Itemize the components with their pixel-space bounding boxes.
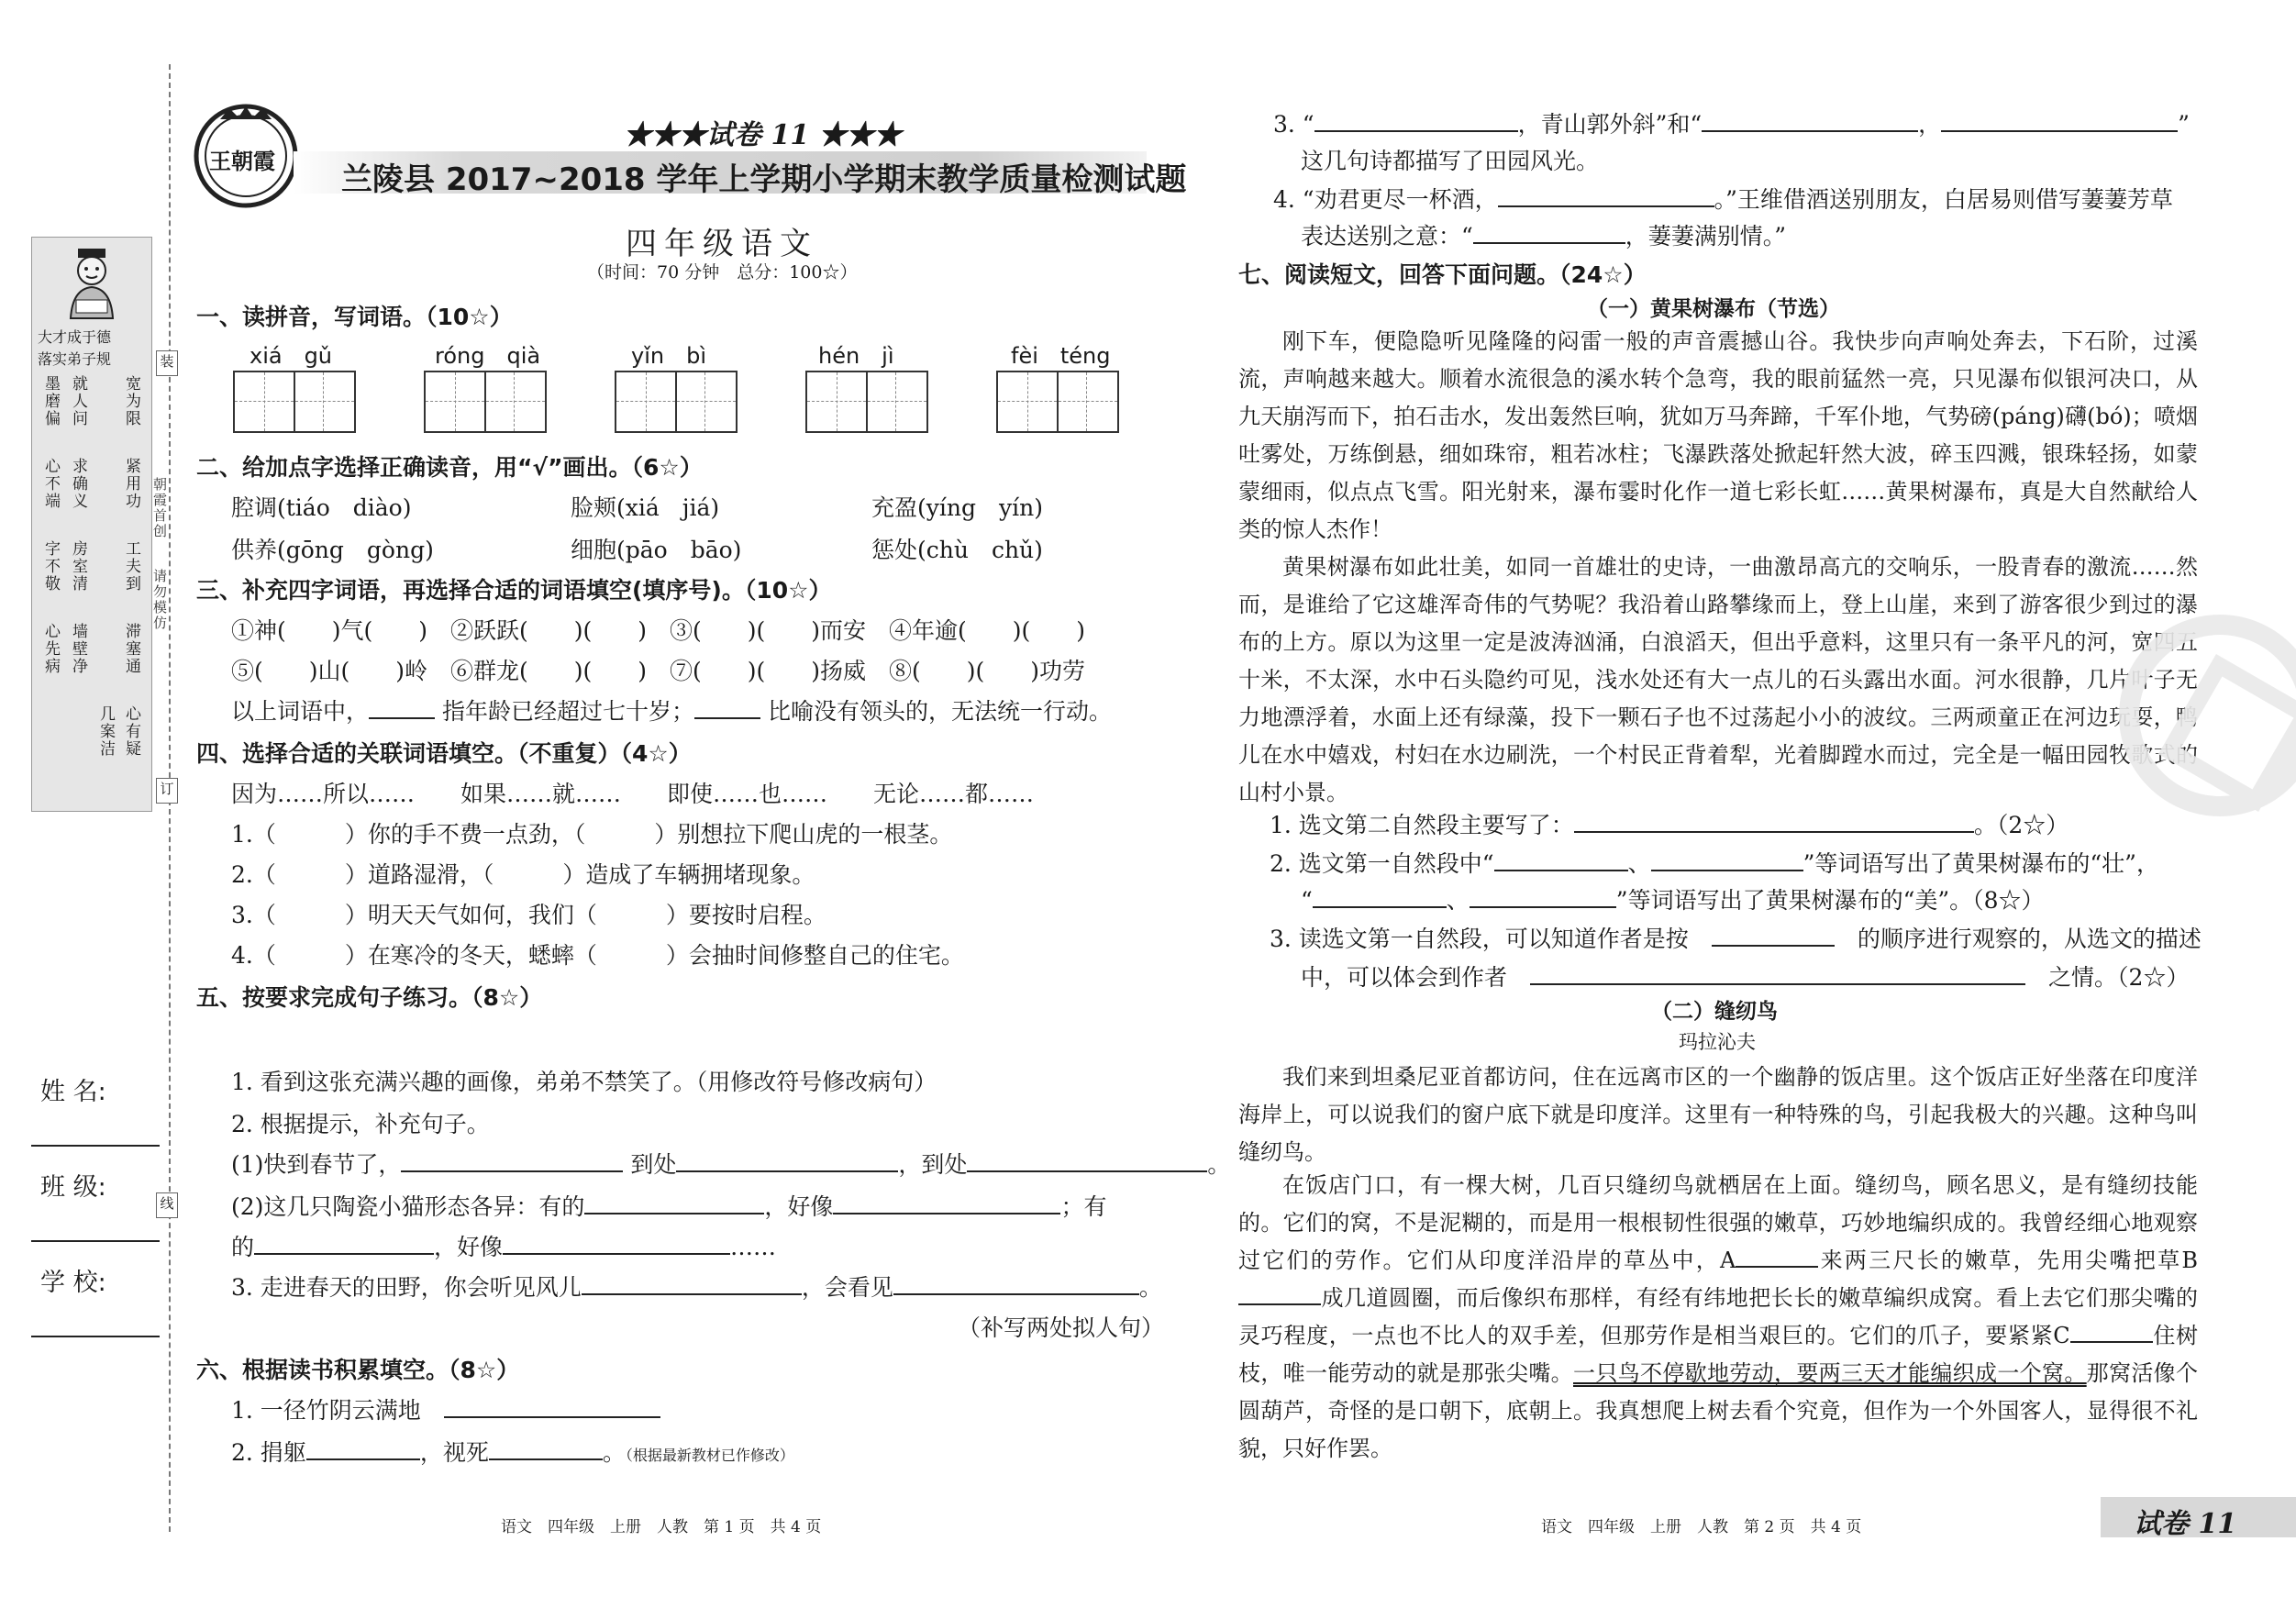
verse-col-a1: 墨磨偏 [41,375,60,427]
q3-blank-2[interactable] [694,693,760,719]
q5-item-2a [231,1147,1230,1180]
brand-logo-text: 王朝霞 [209,148,275,174]
q7-p1-question-3 [1270,921,2202,954]
fold-mark-3: 线 [156,1192,178,1218]
q7-passage-1-para-1: 刚下车，便隐隐听见隆隆的闷雷一般的声音震撼山谷。我快步向声响处奔去，下石阶，过溪流，声响越来越大。顺着水流很急的溪水转个急弯，我的眼前猛然一亮，只见瀑布似银河决口，从九天崩泻而下，拍石击水，发出轰然巨响，犹如万马奔蹄，千军仆地，气势磅(páng)礴(bó)；喷烟吐雾处，万练倒悬，细如珠帘，粗若冰柱；飞瀑跌落处掀起轩然大波，碎玉四溅，银珠轻扬，如蒙蒙细雨，似点点飞雪。阳光射来，瀑布霎时化作一道七彩长虹……黄果树瀑布，真是大自然献给人类的惊人杰作！ [1238,328,2198,542]
q1-writing-grid-1[interactable] [233,371,356,433]
q3-line-1[interactable]: ①神( )气( ) ②跃跃( )( ) ③( )( )而安 ④年逾( )( ) [231,617,1086,644]
motto-line-2: 落实弟子规 [38,350,112,368]
q2-item-5[interactable]: 细胞(pāo bāo) [571,537,742,563]
q6-blank-1[interactable] [444,1392,660,1418]
q7-blank-7[interactable] [1530,959,2025,985]
q7-p1-question-3-line-2 [1301,959,2189,993]
verse-col-e4: 心有疑 [122,705,140,758]
q5-item-2a-text-1: (1)快到春节了， [231,1151,402,1178]
name-field[interactable] [31,1145,160,1147]
q5-item-2a-text-3: ，到处 [898,1151,968,1178]
q7-title: 七、阅读短文，回答下面问题。（24☆） [1238,261,1647,288]
q6-blank-5[interactable] [1702,106,1918,132]
q3-blank-1[interactable] [369,693,435,719]
q4-item-2[interactable]: 2.（ ）道路湿滑，（ ）造成了车辆拥堵现象。 [231,861,815,888]
q5-blank-4[interactable] [584,1189,764,1214]
q6-item-1-text: 1. 一径竹阴云满地 [231,1397,421,1424]
q5-item-2b-text-2: ，好像 [764,1193,834,1220]
q6-blank-3[interactable] [489,1435,603,1460]
verse-col-c1: 字不敬 [41,540,60,593]
q3-line-3 [231,693,1112,726]
q6-item-4-line-2 [1301,218,1786,251]
q6-item-2 [231,1435,794,1468]
q6-item-4-line-2a: 表达送别之意：“ [1301,223,1473,250]
q5-item-2c [231,1229,776,1262]
q2-item-3[interactable]: 充盈(yíng yín) [871,494,1043,521]
q1-pinyin-1: xiá gǔ [250,343,333,369]
q5-item-3-text-2: ，会看见 [801,1274,893,1301]
q7-p1-question-2-text-5: 、 [1446,887,1470,914]
q1-title: 一、读拼音，写词语。（10☆） [196,304,513,330]
verse-col-c4: 工夫到 [122,540,140,593]
q7-passage-2-para-2-text-4: 住树枝，唯一能劳动的就是那张尖嘴。 [1238,1323,2198,1386]
q6-item-4-line-2b: ，萋萋满别情。” [1625,223,1787,250]
q6-blank-8[interactable] [1473,218,1625,244]
q3-line-3a: 以上词语中， [231,698,370,725]
q1-writing-grid-2[interactable] [424,371,547,433]
exam-title: 兰陵县 2017~2018 学年上学期小学期末教学质量检测试题 [341,161,1187,198]
q5-blank-7[interactable] [503,1229,730,1255]
footer-badge [2101,1497,2296,1540]
verse-col-b4: 紧用功 [122,458,140,510]
series-label: ★★★试卷 11 ★★★ [624,119,902,151]
q7-p1-question-3-text-3: 中，可以体会到作者 [1301,964,1508,991]
q7-passage-2-para-2-text-3: 成几道圆圈，而后像织布那样，有经有纬地把长长的嫩草编织成窝。看上去它们那尖嘴的灵巧程度，一点也不比人的双手差，但那劳作是相当艰巨的。它们的爪子，要紧紧C [1238,1285,2198,1348]
fold-mark-1: 装 [156,350,178,376]
sidebar-motto-panel [31,237,152,812]
verse-col-e2: 几案洁 [96,705,115,758]
q5-item-3 [231,1270,1162,1303]
q7-p1-question-2-text-2: 、 [1627,850,1651,877]
q6-blank-7[interactable] [1498,182,1714,207]
q7-p1-question-1-text-1: 1. 选文第二自然段主要写了： [1270,812,1574,838]
q7-blank-3[interactable] [1651,846,1803,871]
q7-passage-2-title: （二）缝纫鸟 [1651,1000,1778,1024]
q7-p1-question-1 [1270,807,2069,840]
q7-p1-question-1-text-2: 。（2☆） [1973,812,2069,838]
q4-title: 四、选择合适的关联词语填空。（不重复）（4☆） [196,740,692,767]
q7-passage-1-title: （一）黄果树瀑布（节选） [1587,297,1840,321]
q3-line-2[interactable]: ⑤( )山( )岭 ⑥群龙( )( ) ⑦( )( )扬威 ⑧( )( )功劳 [231,658,1086,684]
q5-item-3-note: （补写两处拟人句） [958,1314,1165,1341]
q7-underlined-sentence[interactable]: 一只鸟不停歇地劳动，要两三天才能编织成一个窝。 [1573,1360,2087,1386]
q7-blank-c[interactable] [2070,1321,2153,1343]
q4-item-3[interactable]: 3.（ ）明天天气如何，我们（ ）要按时启程。 [231,902,826,928]
q4-item-4[interactable]: 4.（ ）在寒冷的冬天，蟋蟀（ ）会抽时间修整自己的住宅。 [231,942,964,969]
brand-logo [193,103,299,209]
q5-blank-6[interactable] [254,1229,434,1255]
q5-item-2a-text-2: 到处 [630,1151,677,1178]
motto-line-1: 大才成于德 [38,328,112,346]
q7-blank-4[interactable] [1313,882,1447,908]
scholar-figure-icon [58,247,126,320]
verse-col-d2: 墙壁净 [69,623,87,675]
q7-p1-question-2-line-2 [1301,882,2045,915]
q7-passage-1-para-2: 黄果树瀑布如此壮美，如同一首雄壮的史诗，一曲激昂高亢的交响乐，一股青春的激流……然而，是谁给了它这雄浑奇伟的气势呢？我沿着山路攀缘而上，登上山崖，来到了游客很少到过的瀑布的上方。原以为这里一定是波涛汹涌，白浪滔天，但出乎意料，这里只有一条平凡的河，宽四五十米，不太深，水中石头隐约可见，浅水处还有大一点儿的石头露出水面。河水很静，几片叶子无力地漂浮着，水面上还有绿藻，投下一颗石子也不过荡起小小的波纹。三两顽童正在河边玩耍，鸭儿在水中嬉戏，村妇在水边刷洗，一个村民正背着犁，光着脚蹚水而过，完全是一幅田园牧歌式的山村小景。 [1238,554,2198,805]
q6-item-1 [231,1392,660,1425]
q5-blank-3[interactable] [967,1147,1207,1172]
q6-item-3 [1273,106,2190,139]
q6-item-4-text-2: 。”王维借酒送别朋友，白居易则借写萋萋芳草 [1714,186,2173,213]
q5-item-2b [231,1189,1106,1222]
q7-p1-question-2-text-3: ”等词语写出了黄果树瀑布的“壮”， [1802,850,2159,877]
q6-item-2-text-2: ，视死 [419,1439,489,1466]
q4-options: 因为……所以…… 如果……就…… 即使……也…… 无论……都…… [231,781,1035,807]
q1-pinyin-4: hén jì [818,343,894,369]
q7-p1-question-2-text-1: 2. 选文第一自然段中“ [1270,850,1494,877]
q7-p1-question-3-text-1: 3. 读选文第一自然段，可以知道作者是按 [1270,926,1689,952]
verse-col-a4: 宽为限 [122,375,140,427]
seal-text-1: 朝霞首创 [151,477,168,539]
q1-pinyin-2: róng qià [435,343,541,369]
q6-item-3-text-3: ， [1918,111,1942,138]
q5-item-2a-text-4: 。 [1207,1151,1231,1178]
q7-passage-2-author: 玛拉沁夫 [1679,1031,1756,1053]
q2-item-4[interactable]: 供养(gōng gòng) [231,537,434,563]
q2-title: 二、给加点字选择正确读音，用“√”画出。（6☆） [196,454,703,481]
verse-col-d4: 滞塞通 [122,623,140,675]
verse-col-a2: 就人问 [69,375,87,427]
q7-p1-question-2-text-6: ”等词语写出了黄果树瀑布的“美”。（8☆） [1615,887,2045,914]
q5-blank-9[interactable] [893,1270,1139,1295]
q3-title: 三、补充四字词语，再选择合适的词语填空(填序号)。（10☆） [196,577,832,604]
q3-line-3c: 比喻没有领头的，无法统一行动。 [767,698,1112,725]
q5-item-2b-text-3: ；有 [1060,1193,1107,1220]
q5-blank-8[interactable] [582,1270,802,1295]
q1-writing-grid-5[interactable] [996,371,1119,433]
subject-title: 四年级语文 [626,226,818,262]
school-field[interactable] [31,1336,160,1337]
q2-item-2[interactable]: 脸颊(xiá jiá) [571,494,720,521]
q2-item-6[interactable]: 惩处(chù chǔ) [871,537,1043,563]
verse-col-d1: 心先病 [41,623,60,675]
fold-mark-2: 订 [156,778,178,804]
q7-blank-b[interactable] [1238,1283,1321,1305]
q1-pinyin-5: fèi téng [1011,343,1111,369]
q5-item-1: 1. 看到这张充满兴趣的画像，弟弟不禁笑了。（用修改符号修改病句） [231,1069,937,1095]
q7-passage-2-para-2-text-1: 在饭店门口，有一棵大树，几百只缝纫鸟就栖居在上面。缝纫鸟，顾名思义，是有缝纫技能的。它们的窝，不是泥糊的，而是用一根根韧性很强的嫩草，巧妙地编织成的。我曾经细心地观察过它们的劳作。它们从印度洋沿岸的草丛中，A [1238,1172,2198,1273]
q7-passage-2-para-2-text-2: 来两三尺长的嫩草，先用尖嘴把草B [1818,1248,2198,1273]
q6-item-4-text-1: 4. “劝君更尽一杯酒， [1273,186,1498,213]
verse-col-b1: 心不端 [41,458,60,510]
q6-item-4 [1273,182,2173,215]
q1-writing-grid-4[interactable] [805,371,928,433]
q6-item-3-text-1: 3. “ [1273,111,1314,138]
q6-item-3-text-2: ，青山郭外斜”和“ [1517,111,1703,138]
q1-pinyin-3: yǐn bì [631,343,706,369]
q6-title: 六、根据读书积累填空。（8☆） [196,1357,520,1383]
q3-line-3b: 指年龄已经超过七十岁； [441,698,694,725]
q5-item-2c-text-3: …… [730,1234,777,1260]
verse-col-c2: 房室清 [69,540,87,593]
class-label: 班 级: [40,1173,106,1202]
q7-blank-1[interactable] [1574,807,1974,833]
q6-item-2-note: （根据最新教材已作修改） [625,1447,794,1464]
q7-p1-question-2-text-4: “ [1301,887,1313,914]
q5-item-2b-text-1: (2)这几只陶瓷小猫形态各异：有的 [231,1193,585,1220]
q5-blank-5[interactable] [833,1189,1060,1214]
q6-item-2-text-3: 。 [602,1439,626,1466]
q5-item-2c-text-1: 的 [231,1234,255,1260]
verse-col-b2: 求确义 [69,458,87,510]
name-label: 姓 名: [40,1078,106,1106]
seal-text-2: 请勿模仿 [151,569,168,631]
q6-item-3-text-4: ” [2178,111,2190,138]
school-label: 学 校: [40,1269,106,1297]
q7-p1-question-3-text-4: 之情。（2☆） [2048,964,2190,991]
q7-blank-2[interactable] [1494,846,1628,871]
q2-item-1[interactable]: 腔调(tiáo diào) [231,494,412,521]
q6-blank-6[interactable] [1941,106,2178,132]
q7-passage-2-para-2 [1238,1167,2198,1468]
q6-item-3-line-2: 这几句诗都描写了田园风光。 [1301,148,1600,174]
footer-right: 语文 四年级 上册 人教 第 2 页 共 4 页 [1541,1518,1862,1536]
q7-p1-question-3-text-2: 的顺序进行观察的，从选文的描述 [1857,926,2202,952]
q4-item-1[interactable]: 1.（ ）你的手不费一点劲，（ ）别想拉下爬山虎的一根茎。 [231,821,953,848]
q7-blank-6[interactable] [1712,921,1835,947]
q7-p1-question-2 [1270,846,2159,879]
q6-blank-4[interactable] [1314,106,1518,132]
q1-writing-grid-3[interactable] [615,371,738,433]
q5-title: 五、按要求完成句子练习。（8☆） [196,984,543,1011]
q5-blank-1[interactable] [401,1147,623,1172]
q5-item-2: 2. 根据提示，补充句子。 [231,1111,490,1137]
footer-badge-text: 试卷 11 [2134,1508,2237,1540]
q7-passage-2-para-2-text-5: 那窝活像个圆葫芦，奇怪的是口朝下，底朝上。我真想爬上树去看个究竟，但作为一个外国客人，显得很不礼貌，只好作罢。 [1238,1360,2199,1461]
q7-passage-2-para-1: 我们来到坦桑尼亚首都访问，住在远离市区的一个幽静的饭店里。这个饭店正好坐落在印度洋海岸上，可以说我们的窗户底下就是印度洋。这里有一种特殊的鸟，引起我极大的兴趣。这种鸟叫缝纫鸟。 [1238,1064,2198,1165]
q6-blank-2[interactable] [306,1435,420,1460]
q7-blank-a[interactable] [1736,1246,1818,1268]
footer-left: 语文 四年级 上册 人教 第 1 页 共 4 页 [501,1518,822,1536]
q5-blank-2[interactable] [676,1147,898,1172]
class-field[interactable] [31,1240,160,1242]
q5-item-3-text-1: 3. 走进春天的田野，你会听见风儿 [231,1274,582,1301]
q7-blank-5[interactable] [1470,882,1616,908]
q6-item-2-text-1: 2. 捐躯 [231,1439,306,1466]
q5-item-3-text-3: 。 [1138,1274,1162,1301]
q5-item-2c-text-2: ，好像 [434,1234,504,1260]
time-score: （时间：70 分钟 总分：100☆） [587,262,858,283]
